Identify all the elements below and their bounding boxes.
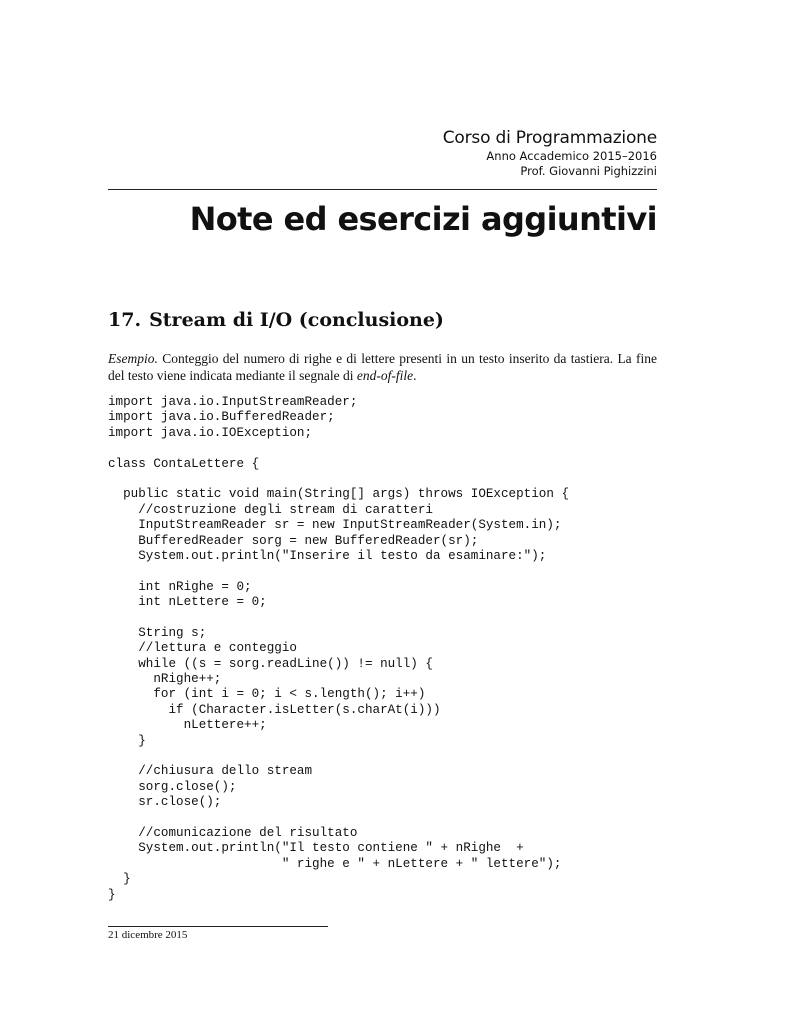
code-line: import java.io.IOException;: [108, 425, 313, 440]
course-header: [108, 128, 657, 179]
code-line: System.out.println("Inserire il testo da esaminare:");: [108, 548, 547, 563]
example-text: Conteggio del numero di righe e di lettere presenti in un testo inserito da tastiera. La fine del testo viene indicata mediante il segnale di: [108, 351, 657, 383]
code-line: String s;: [108, 625, 207, 640]
code-line: //chiusura dello stream: [108, 764, 313, 779]
code-line: if (Character.isLetter(s.charAt(i))): [108, 702, 441, 717]
code-line: sorg.close();: [108, 779, 237, 794]
document-title: Note ed esercizi aggiuntivi: [189, 200, 657, 238]
footnote-divider: [108, 926, 328, 927]
code-line: nRighe++;: [108, 672, 222, 687]
code-line: while ((s = sorg.readLine()) != null) {: [108, 656, 433, 671]
code-line: public static void main(String[] args) throws IOException {: [108, 487, 570, 502]
code-line: import java.io.BufferedReader;: [108, 410, 335, 425]
code-line: [108, 441, 668, 456]
section-number: 17.: [108, 309, 142, 331]
header-divider: [108, 189, 657, 190]
code-line: BufferedReader sorg = new BufferedReader(sr);: [108, 533, 479, 548]
code-line: [108, 811, 668, 826]
academic-year: Anno Accademico 2015–2016: [486, 149, 657, 163]
code-line: System.out.println("Il testo contiene " + nRighe +: [108, 841, 524, 856]
code-line: [108, 472, 668, 487]
course-name: Corso di Programmazione: [442, 128, 657, 148]
code-line: [108, 564, 668, 579]
code-line: [108, 749, 668, 764]
code-line: for (int i = 0; i < s.length(); i++): [108, 687, 426, 702]
code-line: " righe e " + nLettere + " lettere");: [108, 856, 562, 871]
end-of-file-term: end-of-file: [356, 368, 414, 383]
code-line: nLettere++;: [108, 718, 267, 733]
code-line: class ContaLettere {: [108, 456, 260, 471]
code-line: [108, 610, 668, 625]
code-line: int nLettere = 0;: [108, 595, 267, 610]
example-label: Esempio.: [108, 351, 158, 366]
code-line: }: [108, 872, 131, 887]
code-line: int nRighe = 0;: [108, 579, 252, 594]
code-line: //costruzione degli stream di caratteri: [108, 502, 433, 517]
section-title: Stream di I/O (conclusione): [149, 309, 444, 331]
professor-name: Prof. Giovanni Pighizzini: [520, 164, 657, 178]
example-paragraph: [108, 350, 657, 384]
code-line: import java.io.InputStreamReader;: [108, 395, 358, 409]
code-line: sr.close();: [108, 795, 222, 810]
example-text-end: .: [413, 368, 417, 383]
section-heading: [108, 307, 657, 333]
code-listing: [108, 395, 668, 903]
code-line: //lettura e conteggio: [108, 641, 297, 656]
code-line: }: [108, 887, 116, 902]
code-line: InputStreamReader sr = new InputStreamReader(System.in);: [108, 518, 562, 533]
footer-date: 21 dicembre 2015: [108, 929, 188, 941]
code-line: }: [108, 733, 146, 748]
code-line: //comunicazione del risultato: [108, 825, 358, 840]
